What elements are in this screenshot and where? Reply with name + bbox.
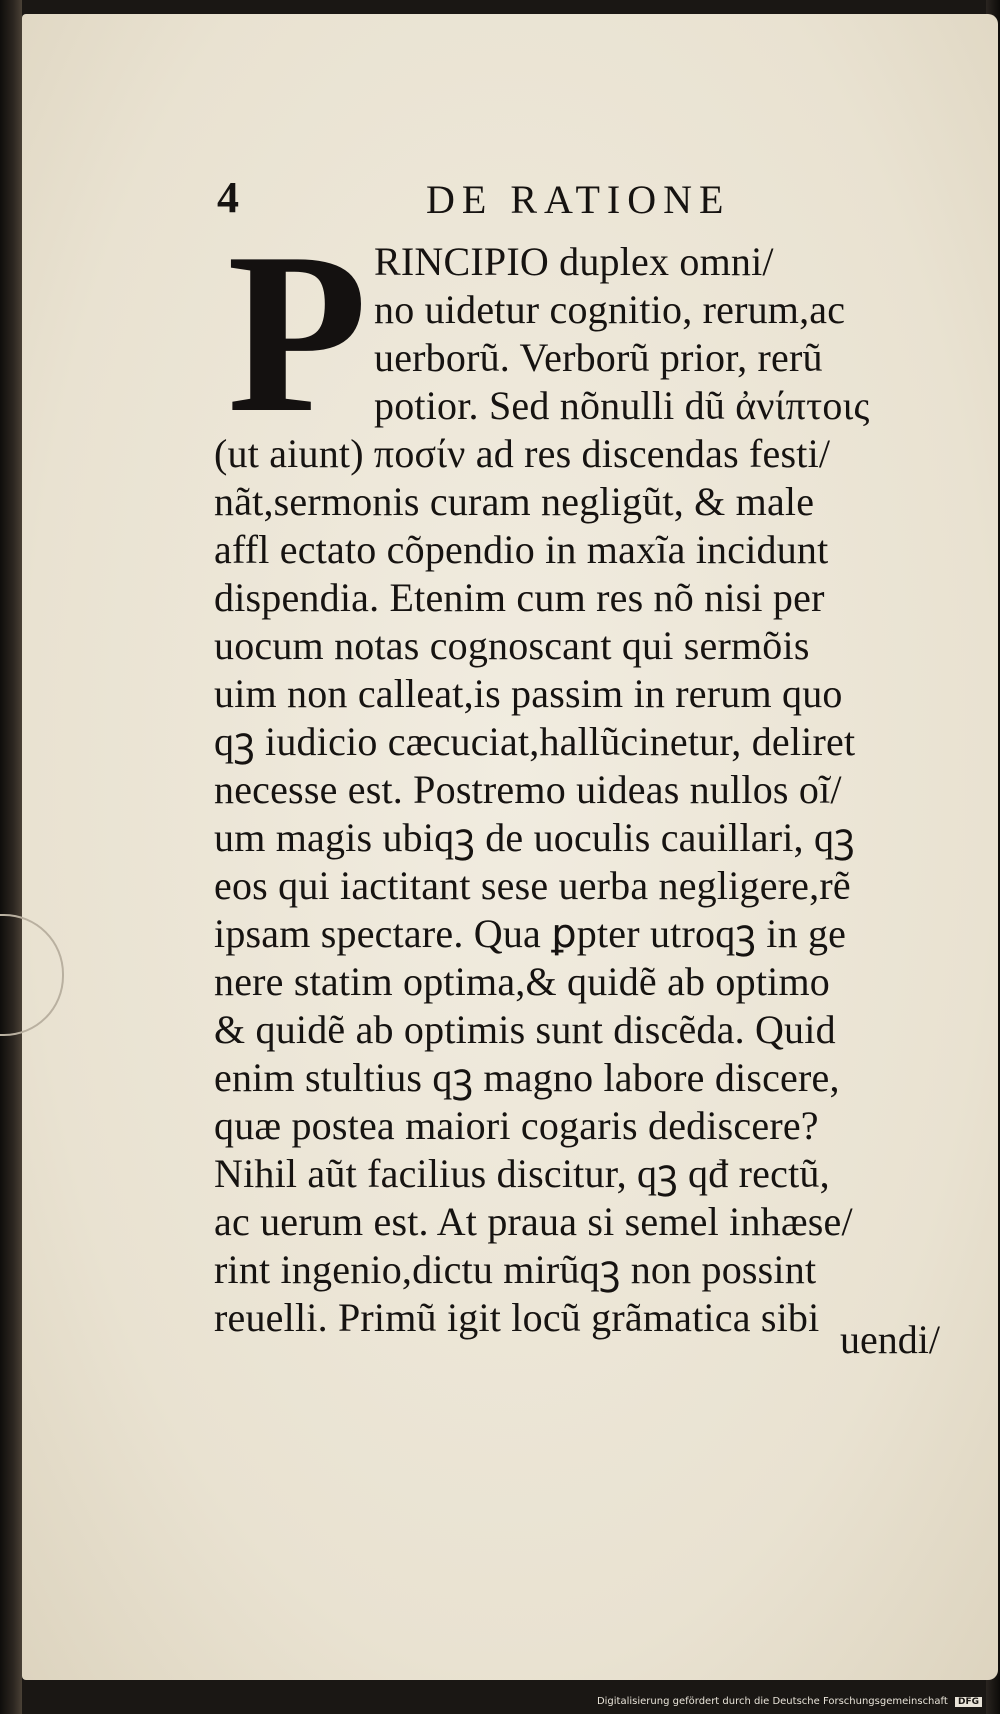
text-line: ipsam spectare. Qua ꝑpter utroqꝫ in ge (214, 911, 847, 956)
page-number: 4 (217, 173, 239, 222)
text-line: uocum notas cognoscant qui sermõis (214, 623, 810, 668)
paper-clip-mark (0, 914, 64, 1036)
running-head-title: DE RATIONE (426, 177, 731, 222)
text-line: qꝫ iudicio cæcuciat,hallũcinetur, deliret (214, 719, 856, 764)
text-line: nere statim optima,& quidẽ ab optimo (214, 959, 830, 1004)
dfg-logo: DFG (955, 1697, 982, 1707)
digitization-credit (597, 1696, 982, 1707)
text-line: enim stultius qꝫ magno labore discere, (214, 1055, 840, 1100)
text-line: uerborũ. Verborũ prior, rerũ (374, 335, 823, 380)
text-line: uim non calleat,is passim in rerum quo (214, 671, 843, 716)
catchword: uendi/ (840, 1317, 940, 1362)
text-line: no uidetur cognitio, rerum,ac (374, 287, 846, 332)
text-line: Nihil aũt facilius discitur, qꝫ qđ rectũ, (214, 1151, 830, 1196)
text-line: quæ postea maiori cogaris dediscere? (214, 1103, 819, 1148)
text-line: RINCIPIO duplex omni/ (374, 239, 774, 284)
text-line: um magis ubiqꝫ de uoculis cauillari, qꝫ (214, 815, 855, 860)
text-line: dispendia. Etenim cum res nõ nisi per (214, 575, 825, 620)
text-line: rint ingenio,dictu mirũqꝫ non possint (214, 1247, 817, 1292)
text-line: potior. Sed nõnulli dũ ἀνίπτοις (374, 383, 870, 428)
credit-text: Digitalisierung gefördert durch die Deutsche Forschungsgemeinschaft (596, 1696, 948, 1707)
drop-cap-initial: P (227, 205, 368, 460)
text-line: reuelli. Primũ igit locũ grãmatica sibi (214, 1295, 820, 1340)
text-line: nãt,sermonis curam negligũt, & male (214, 479, 815, 524)
text-line: affl ectato cõpendio in maxĩa incidunt (214, 527, 829, 572)
text-line: necesse est. Postremo uideas nullos oĩ/ (214, 767, 842, 812)
text-line: (ut aiunt) ποσίν ad res discendas festi/ (214, 431, 831, 476)
book-spine-edge (0, 0, 22, 1714)
book-page (22, 14, 998, 1680)
running-head (22, 172, 998, 232)
text-line: eos qui iactitant sese uerba negligere,rẽ (214, 863, 851, 908)
text-line: ac uerum est. At praua si semel inhæse/ (214, 1199, 853, 1244)
text-line: & quidẽ ab optimis sunt discẽda. Quid (214, 1007, 836, 1052)
